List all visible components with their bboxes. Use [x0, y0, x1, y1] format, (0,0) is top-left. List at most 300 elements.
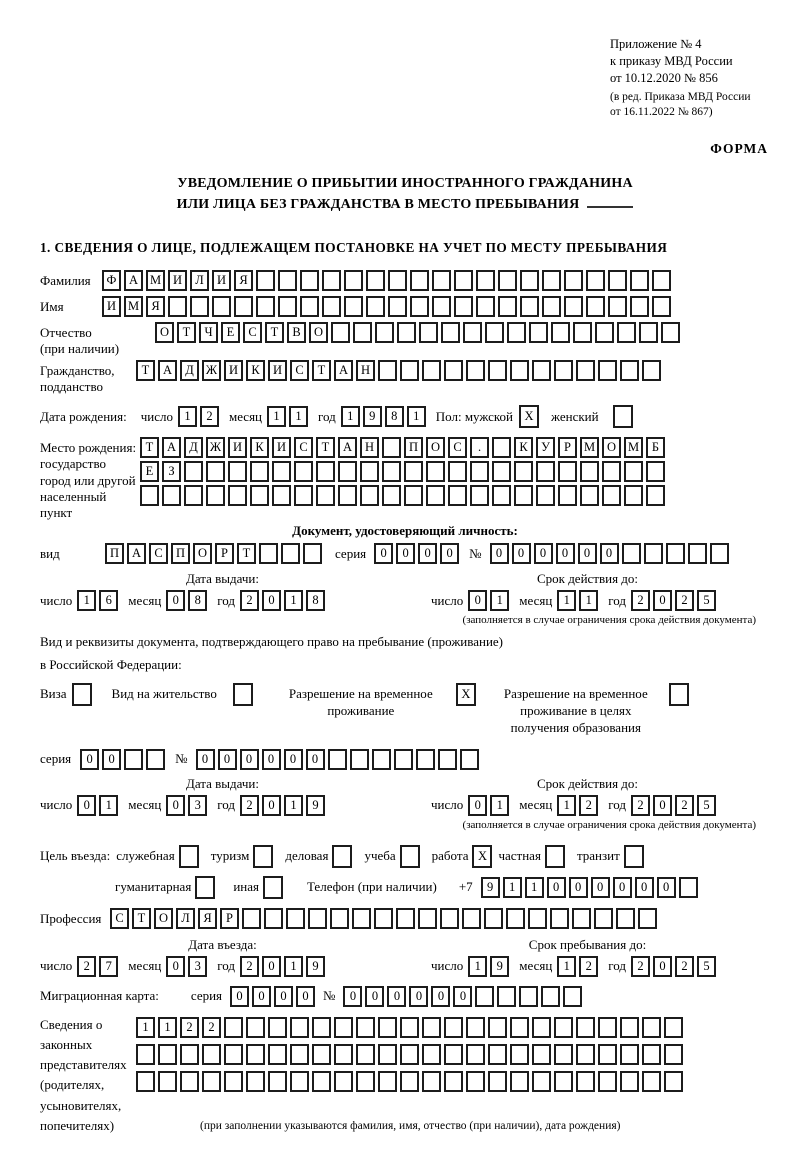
char-cell[interactable]: 1 [136, 1017, 155, 1038]
char-cell[interactable] [212, 296, 231, 317]
char-cell[interactable]: С [294, 437, 313, 458]
char-cell[interactable] [576, 1044, 595, 1065]
char-cell[interactable] [294, 485, 313, 506]
char-cell[interactable] [602, 485, 621, 506]
char-cell[interactable] [158, 1044, 177, 1065]
char-cell[interactable] [388, 270, 407, 291]
char-cell[interactable] [312, 1017, 331, 1038]
char-cell[interactable]: 0 [252, 986, 271, 1007]
char-cell[interactable] [507, 322, 526, 343]
char-cell[interactable]: 2 [240, 590, 259, 611]
char-cell[interactable] [454, 270, 473, 291]
char-cell[interactable]: А [334, 360, 353, 381]
char-cell[interactable] [124, 749, 143, 770]
char-cell[interactable] [510, 360, 529, 381]
char-cell[interactable] [394, 749, 413, 770]
char-cell[interactable] [598, 1044, 617, 1065]
char-cell[interactable] [642, 1071, 661, 1092]
char-cell[interactable]: 7 [99, 956, 118, 977]
char-cell[interactable] [331, 322, 350, 343]
char-cell[interactable] [492, 437, 511, 458]
char-cell[interactable]: 1 [284, 956, 303, 977]
char-cell[interactable] [536, 461, 555, 482]
char-cell[interactable] [278, 296, 297, 317]
char-cell[interactable] [272, 485, 291, 506]
char-cell[interactable] [334, 1044, 353, 1065]
char-cell[interactable] [532, 1071, 551, 1092]
char-cell[interactable]: 1 [407, 406, 426, 427]
char-cell[interactable]: С [243, 322, 262, 343]
char-cell[interactable]: 0 [635, 877, 654, 898]
char-cell[interactable]: 0 [431, 986, 450, 1007]
char-cell[interactable]: Т [312, 360, 331, 381]
char-cell[interactable]: Р [220, 908, 239, 929]
char-cell[interactable]: 0 [240, 749, 259, 770]
char-cell[interactable]: Ф [102, 270, 121, 291]
char-cell[interactable]: И [212, 270, 231, 291]
char-cell[interactable] [334, 1017, 353, 1038]
char-cell[interactable]: 0 [653, 590, 672, 611]
char-cell[interactable]: 2 [200, 406, 219, 427]
char-cell[interactable] [146, 749, 165, 770]
char-cell[interactable] [410, 296, 429, 317]
char-cell[interactable]: 0 [218, 749, 237, 770]
char-cell[interactable]: З [162, 461, 181, 482]
char-cell[interactable] [374, 908, 393, 929]
char-cell[interactable]: И [272, 437, 291, 458]
char-cell[interactable]: А [338, 437, 357, 458]
char-cell[interactable] [246, 1017, 265, 1038]
char-cell[interactable] [448, 485, 467, 506]
char-cell[interactable]: О [193, 543, 212, 564]
char-cell[interactable] [624, 461, 643, 482]
char-cell[interactable]: Я [198, 908, 217, 929]
char-cell[interactable] [638, 908, 657, 929]
char-cell[interactable] [466, 1071, 485, 1092]
char-cell[interactable] [514, 485, 533, 506]
char-cell[interactable]: 5 [697, 590, 716, 611]
char-cell[interactable] [338, 461, 357, 482]
checkbox-male[interactable]: X [519, 405, 539, 428]
char-cell[interactable] [278, 270, 297, 291]
char-cell[interactable]: Д [184, 437, 203, 458]
char-cell[interactable] [541, 986, 560, 1007]
checkbox-inaya[interactable] [263, 876, 283, 899]
char-cell[interactable] [184, 461, 203, 482]
char-cell[interactable]: 9 [306, 956, 325, 977]
char-cell[interactable] [520, 296, 539, 317]
char-cell[interactable] [554, 1044, 573, 1065]
char-cell[interactable]: П [404, 437, 423, 458]
char-cell[interactable] [666, 543, 685, 564]
char-cell[interactable]: 2 [202, 1017, 221, 1038]
char-cell[interactable] [418, 908, 437, 929]
char-cell[interactable]: В [287, 322, 306, 343]
char-cell[interactable] [536, 485, 555, 506]
char-cell[interactable]: 9 [481, 877, 500, 898]
checkbox-tranzit[interactable] [624, 845, 644, 868]
char-cell[interactable] [396, 908, 415, 929]
char-cell[interactable]: 1 [158, 1017, 177, 1038]
char-cell[interactable]: Я [234, 270, 253, 291]
checkbox-temp-residence-education[interactable] [669, 683, 689, 706]
char-cell[interactable] [344, 270, 363, 291]
char-cell[interactable]: Т [265, 322, 284, 343]
char-cell[interactable]: 2 [631, 795, 650, 816]
char-cell[interactable]: Т [316, 437, 335, 458]
checkbox-chastnaya[interactable] [545, 845, 565, 868]
char-cell[interactable]: 3 [188, 795, 207, 816]
char-cell[interactable] [136, 1044, 155, 1065]
char-cell[interactable] [356, 1071, 375, 1092]
char-cell[interactable]: 0 [387, 986, 406, 1007]
char-cell[interactable] [382, 485, 401, 506]
char-cell[interactable]: 1 [525, 877, 544, 898]
char-cell[interactable]: Л [176, 908, 195, 929]
char-cell[interactable] [520, 270, 539, 291]
char-cell[interactable] [382, 461, 401, 482]
char-cell[interactable]: 6 [99, 590, 118, 611]
char-cell[interactable] [290, 1071, 309, 1092]
char-cell[interactable] [492, 461, 511, 482]
char-cell[interactable] [438, 749, 457, 770]
char-cell[interactable] [470, 461, 489, 482]
char-cell[interactable]: 0 [556, 543, 575, 564]
char-cell[interactable]: 0 [230, 986, 249, 1007]
char-cell[interactable]: А [162, 437, 181, 458]
char-cell[interactable] [404, 461, 423, 482]
char-cell[interactable] [290, 1044, 309, 1065]
char-cell[interactable]: 0 [653, 956, 672, 977]
char-cell[interactable]: 0 [657, 877, 676, 898]
char-cell[interactable]: 0 [569, 877, 588, 898]
char-cell[interactable] [168, 296, 187, 317]
char-cell[interactable]: 1 [99, 795, 118, 816]
char-cell[interactable] [550, 908, 569, 929]
char-cell[interactable]: И [102, 296, 121, 317]
char-cell[interactable] [554, 360, 573, 381]
char-cell[interactable] [470, 485, 489, 506]
char-cell[interactable] [510, 1017, 529, 1038]
char-cell[interactable] [454, 296, 473, 317]
char-cell[interactable]: К [514, 437, 533, 458]
char-cell[interactable] [444, 360, 463, 381]
char-cell[interactable] [382, 437, 401, 458]
char-cell[interactable]: О [154, 908, 173, 929]
char-cell[interactable]: А [127, 543, 146, 564]
char-cell[interactable]: И [224, 360, 243, 381]
char-cell[interactable]: Ж [202, 360, 221, 381]
char-cell[interactable] [646, 485, 665, 506]
char-cell[interactable] [652, 296, 671, 317]
char-cell[interactable]: 0 [440, 543, 459, 564]
char-cell[interactable]: 0 [166, 956, 185, 977]
char-cell[interactable] [366, 270, 385, 291]
char-cell[interactable]: 0 [262, 749, 281, 770]
char-cell[interactable] [250, 485, 269, 506]
char-cell[interactable] [372, 749, 391, 770]
char-cell[interactable] [422, 1071, 441, 1092]
char-cell[interactable] [256, 296, 275, 317]
char-cell[interactable] [416, 749, 435, 770]
char-cell[interactable] [510, 1071, 529, 1092]
char-cell[interactable] [234, 296, 253, 317]
char-cell[interactable] [378, 360, 397, 381]
char-cell[interactable] [162, 485, 181, 506]
char-cell[interactable] [356, 1017, 375, 1038]
char-cell[interactable]: 0 [284, 749, 303, 770]
char-cell[interactable]: 0 [547, 877, 566, 898]
char-cell[interactable] [356, 1044, 375, 1065]
char-cell[interactable] [366, 296, 385, 317]
char-cell[interactable] [300, 270, 319, 291]
char-cell[interactable]: 2 [631, 590, 650, 611]
char-cell[interactable] [630, 270, 649, 291]
char-cell[interactable] [264, 908, 283, 929]
char-cell[interactable] [514, 461, 533, 482]
char-cell[interactable] [462, 908, 481, 929]
char-cell[interactable] [595, 322, 614, 343]
char-cell[interactable]: Ж [206, 437, 225, 458]
char-cell[interactable] [338, 485, 357, 506]
char-cell[interactable] [426, 461, 445, 482]
char-cell[interactable] [400, 360, 419, 381]
char-cell[interactable] [350, 749, 369, 770]
char-cell[interactable]: 0 [102, 749, 121, 770]
char-cell[interactable]: 1 [267, 406, 286, 427]
char-cell[interactable] [410, 270, 429, 291]
char-cell[interactable]: 1 [77, 590, 96, 611]
char-cell[interactable] [573, 322, 592, 343]
char-cell[interactable]: Я [146, 296, 165, 317]
char-cell[interactable] [308, 908, 327, 929]
char-cell[interactable]: М [124, 296, 143, 317]
char-cell[interactable]: 2 [675, 795, 694, 816]
char-cell[interactable]: 1 [503, 877, 522, 898]
char-cell[interactable] [488, 1071, 507, 1092]
char-cell[interactable] [542, 296, 561, 317]
char-cell[interactable] [586, 270, 605, 291]
char-cell[interactable]: 0 [262, 795, 281, 816]
char-cell[interactable]: 1 [490, 590, 509, 611]
char-cell[interactable]: 0 [468, 795, 487, 816]
char-cell[interactable]: Н [356, 360, 375, 381]
char-cell[interactable]: 0 [365, 986, 384, 1007]
char-cell[interactable] [580, 461, 599, 482]
char-cell[interactable] [300, 296, 319, 317]
char-cell[interactable] [268, 1071, 287, 1092]
char-cell[interactable] [620, 1044, 639, 1065]
char-cell[interactable]: 1 [289, 406, 308, 427]
char-cell[interactable]: А [124, 270, 143, 291]
char-cell[interactable]: М [146, 270, 165, 291]
char-cell[interactable] [312, 1044, 331, 1065]
char-cell[interactable] [608, 296, 627, 317]
char-cell[interactable]: 0 [306, 749, 325, 770]
char-cell[interactable]: 8 [385, 406, 404, 427]
char-cell[interactable]: 0 [578, 543, 597, 564]
char-cell[interactable]: 5 [697, 956, 716, 977]
char-cell[interactable] [492, 485, 511, 506]
char-cell[interactable] [378, 1017, 397, 1038]
char-cell[interactable] [290, 1017, 309, 1038]
char-cell[interactable]: И [168, 270, 187, 291]
char-cell[interactable]: 0 [409, 986, 428, 1007]
char-cell[interactable]: С [110, 908, 129, 929]
char-cell[interactable] [661, 322, 680, 343]
char-cell[interactable] [488, 1044, 507, 1065]
char-cell[interactable] [259, 543, 278, 564]
char-cell[interactable] [136, 1071, 155, 1092]
char-cell[interactable] [576, 1017, 595, 1038]
char-cell[interactable]: Т [136, 360, 155, 381]
char-cell[interactable] [484, 908, 503, 929]
char-cell[interactable] [617, 322, 636, 343]
char-cell[interactable]: 1 [468, 956, 487, 977]
char-cell[interactable] [444, 1017, 463, 1038]
char-cell[interactable]: 8 [188, 590, 207, 611]
char-cell[interactable] [378, 1071, 397, 1092]
char-cell[interactable] [303, 543, 322, 564]
char-cell[interactable] [360, 461, 379, 482]
char-cell[interactable] [598, 360, 617, 381]
char-cell[interactable] [281, 543, 300, 564]
char-cell[interactable] [476, 270, 495, 291]
char-cell[interactable]: 1 [490, 795, 509, 816]
checkbox-residence-permit[interactable] [233, 683, 253, 706]
char-cell[interactable]: У [536, 437, 555, 458]
char-cell[interactable] [551, 322, 570, 343]
char-cell[interactable] [620, 360, 639, 381]
checkbox-turizm[interactable] [253, 845, 273, 868]
char-cell[interactable]: 2 [631, 956, 650, 977]
char-cell[interactable]: 0 [166, 795, 185, 816]
char-cell[interactable] [388, 296, 407, 317]
char-cell[interactable] [180, 1071, 199, 1092]
char-cell[interactable]: 0 [166, 590, 185, 611]
checkbox-delovaya[interactable] [332, 845, 352, 868]
char-cell[interactable] [202, 1071, 221, 1092]
char-cell[interactable] [563, 986, 582, 1007]
char-cell[interactable]: Т [237, 543, 256, 564]
checkbox-rabota[interactable]: X [472, 845, 492, 868]
char-cell[interactable] [532, 1044, 551, 1065]
char-cell[interactable]: 3 [188, 956, 207, 977]
char-cell[interactable] [532, 1017, 551, 1038]
char-cell[interactable]: 0 [490, 543, 509, 564]
char-cell[interactable] [158, 1071, 177, 1092]
char-cell[interactable] [532, 360, 551, 381]
char-cell[interactable] [444, 1071, 463, 1092]
char-cell[interactable] [228, 485, 247, 506]
char-cell[interactable] [422, 1017, 441, 1038]
char-cell[interactable]: 0 [343, 986, 362, 1007]
char-cell[interactable] [228, 461, 247, 482]
char-cell[interactable]: И [228, 437, 247, 458]
char-cell[interactable] [224, 1071, 243, 1092]
char-cell[interactable] [620, 1071, 639, 1092]
char-cell[interactable]: 0 [600, 543, 619, 564]
char-cell[interactable]: 9 [490, 956, 509, 977]
char-cell[interactable] [498, 296, 517, 317]
char-cell[interactable] [598, 1071, 617, 1092]
char-cell[interactable] [572, 908, 591, 929]
char-cell[interactable] [466, 1044, 485, 1065]
char-cell[interactable]: О [155, 322, 174, 343]
char-cell[interactable]: Л [190, 270, 209, 291]
char-cell[interactable]: 0 [262, 590, 281, 611]
char-cell[interactable] [322, 270, 341, 291]
char-cell[interactable] [375, 322, 394, 343]
char-cell[interactable]: 5 [697, 795, 716, 816]
char-cell[interactable]: Е [221, 322, 240, 343]
checkbox-gumanitarnaya[interactable] [195, 876, 215, 899]
char-cell[interactable] [463, 322, 482, 343]
char-cell[interactable] [558, 485, 577, 506]
char-cell[interactable] [564, 270, 583, 291]
char-cell[interactable]: 2 [240, 795, 259, 816]
char-cell[interactable] [529, 322, 548, 343]
char-cell[interactable] [620, 1017, 639, 1038]
char-cell[interactable] [602, 461, 621, 482]
char-cell[interactable] [330, 908, 349, 929]
char-cell[interactable] [498, 270, 517, 291]
char-cell[interactable]: 0 [274, 986, 293, 1007]
char-cell[interactable] [242, 908, 261, 929]
char-cell[interactable] [344, 296, 363, 317]
char-cell[interactable]: О [309, 322, 328, 343]
char-cell[interactable]: Т [177, 322, 196, 343]
char-cell[interactable] [404, 485, 423, 506]
char-cell[interactable] [316, 485, 335, 506]
char-cell[interactable]: Е [140, 461, 159, 482]
char-cell[interactable]: 0 [534, 543, 553, 564]
char-cell[interactable]: 1 [178, 406, 197, 427]
char-cell[interactable]: 0 [296, 986, 315, 1007]
char-cell[interactable]: О [602, 437, 621, 458]
char-cell[interactable]: С [448, 437, 467, 458]
char-cell[interactable]: И [268, 360, 287, 381]
char-cell[interactable] [426, 485, 445, 506]
char-cell[interactable] [558, 461, 577, 482]
char-cell[interactable] [400, 1044, 419, 1065]
char-cell[interactable]: 0 [453, 986, 472, 1007]
char-cell[interactable]: 0 [468, 590, 487, 611]
char-cell[interactable]: П [171, 543, 190, 564]
checkbox-female[interactable] [613, 405, 633, 428]
char-cell[interactable]: 1 [284, 590, 303, 611]
char-cell[interactable]: К [246, 360, 265, 381]
char-cell[interactable] [432, 296, 451, 317]
char-cell[interactable] [688, 543, 707, 564]
char-cell[interactable]: Р [558, 437, 577, 458]
char-cell[interactable] [272, 461, 291, 482]
char-cell[interactable] [652, 270, 671, 291]
char-cell[interactable] [476, 296, 495, 317]
char-cell[interactable]: 1 [284, 795, 303, 816]
char-cell[interactable] [646, 461, 665, 482]
char-cell[interactable]: А [158, 360, 177, 381]
char-cell[interactable] [624, 485, 643, 506]
char-cell[interactable] [564, 296, 583, 317]
char-cell[interactable] [485, 322, 504, 343]
char-cell[interactable] [397, 322, 416, 343]
char-cell[interactable]: Б [646, 437, 665, 458]
char-cell[interactable]: 0 [591, 877, 610, 898]
char-cell[interactable] [180, 1044, 199, 1065]
char-cell[interactable]: М [624, 437, 643, 458]
char-cell[interactable]: С [149, 543, 168, 564]
